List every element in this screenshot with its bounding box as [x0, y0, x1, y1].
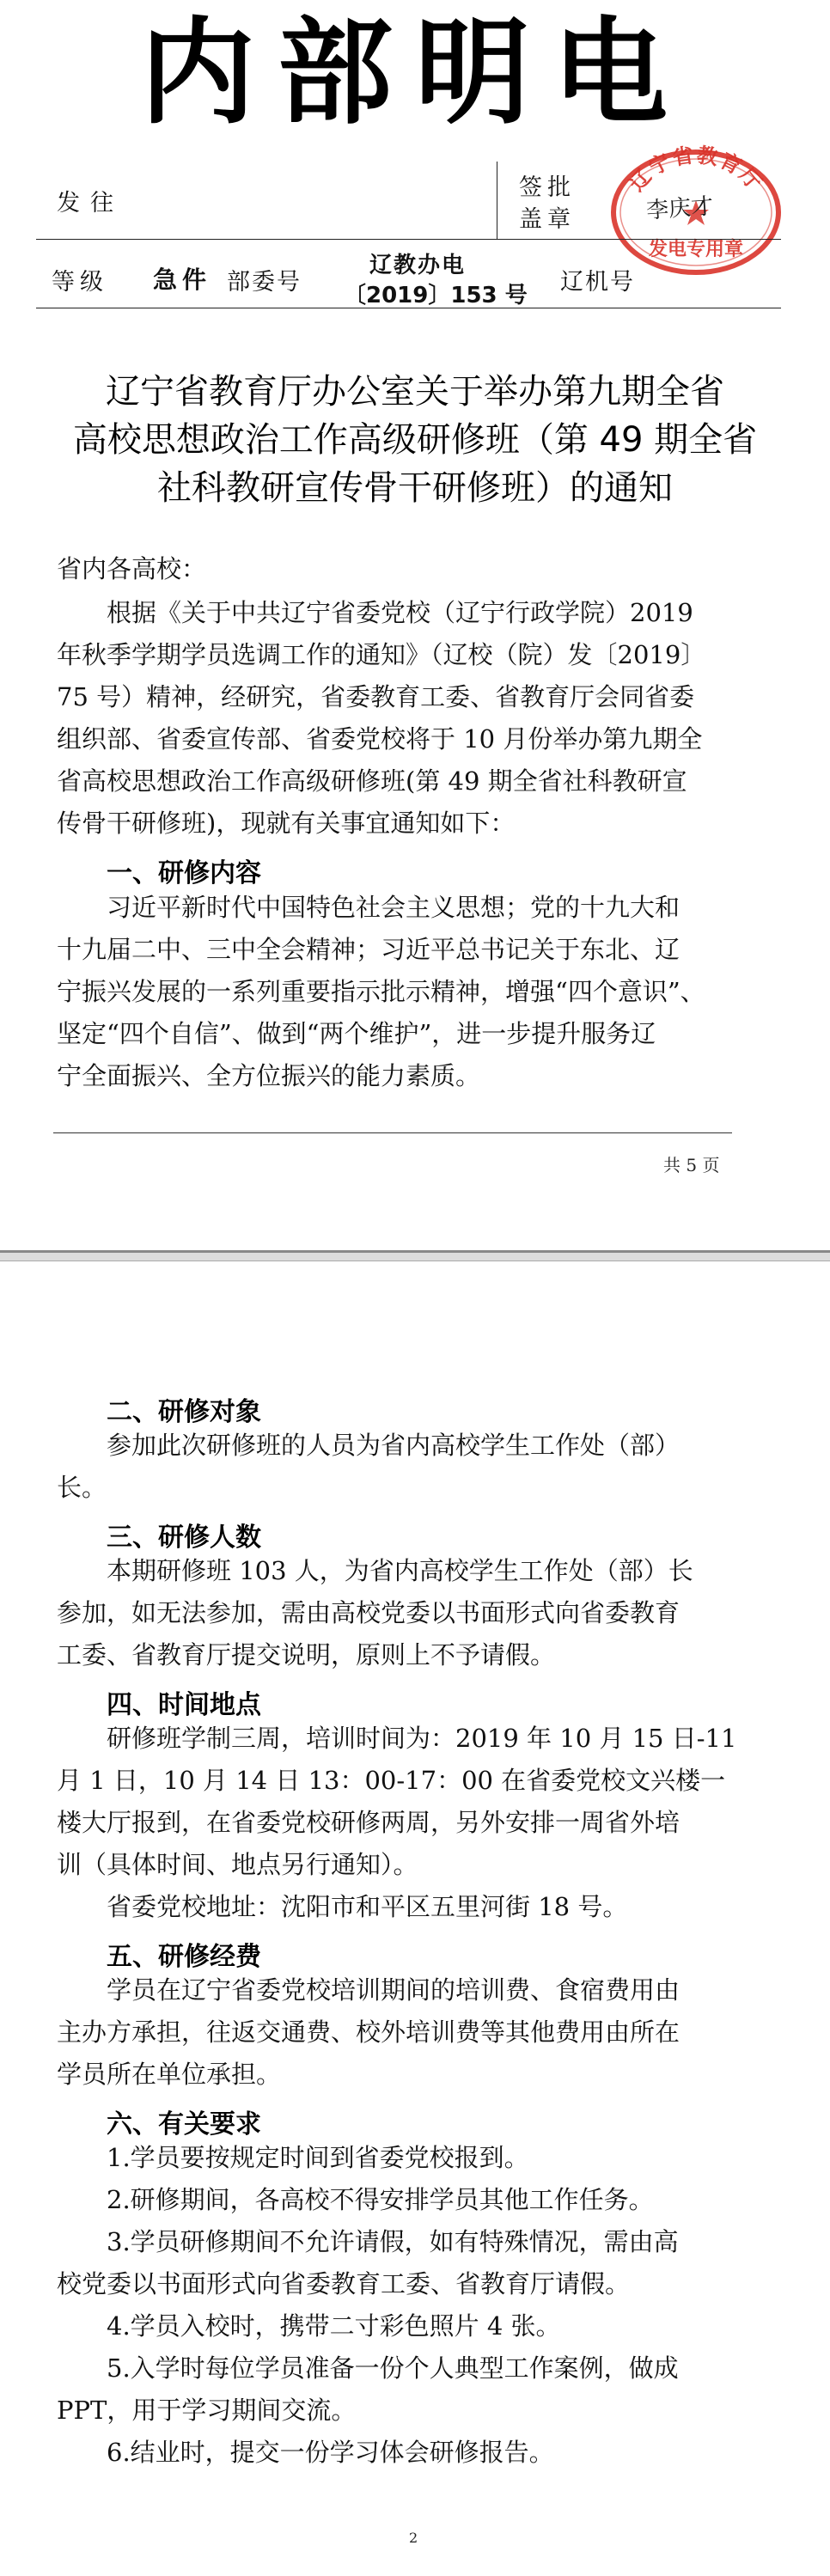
body-line: 年秋季学期学员选调工作的通知》（辽校（院）发〔2019〕 — [57, 640, 706, 669]
body-line: 工委、省教育厅提交说明，原则上不予请假。 — [57, 1640, 556, 1670]
body-line: 学员所在单位承担。 — [57, 2060, 282, 2089]
body-line: 省高校思想政治工作高级研修班(第 49 期全省社科教研宣 — [57, 766, 687, 796]
body-line: 长。 — [57, 1473, 107, 1502]
body-line: 根据《关于中共辽宁省委党校（辽宁行政学院）2019 — [107, 598, 693, 627]
body-line: PPT，用于学习期间交流。 — [57, 2396, 357, 2425]
page-separator — [0, 1250, 830, 1261]
body-line: 习近平新时代中国特色社会主义思想；党的十九大和 — [107, 893, 680, 922]
seal-label: 盖章 — [519, 206, 576, 233]
body-line: 6.结业时，提交一份学习体会研修报告。 — [107, 2438, 554, 2467]
section-heading: 一、研修内容 — [107, 858, 261, 888]
body-line: 参加此次研修班的人员为省内高校学生工作处（部） — [107, 1431, 680, 1460]
document-title-line-3: 社科教研宣传骨干研修班）的通知 — [157, 468, 673, 508]
page-number: 2 — [409, 2530, 418, 2546]
document-title-line-1: 辽宁省教育厅办公室关于举办第九期全省 — [106, 372, 724, 412]
grade-value: 急件 — [153, 266, 212, 294]
body-line: 楼大厅报到，在省委党校研修两周，另外安排一周省外培 — [57, 1808, 680, 1837]
document-title-line-2: 高校思想政治工作高级研修班（第 49 期全省 — [72, 420, 758, 460]
body-line: 训（具体时间、地点另行通知）。 — [57, 1850, 418, 1879]
body-line: 主办方承担，往返交通费、校外培训费等其他费用由所在 — [57, 2017, 680, 2047]
body-line: 参加，如无法参加，需由高校党委以书面形式向省委教育 — [57, 1598, 680, 1627]
section-heading: 三、研修人数 — [107, 1523, 261, 1553]
body-line: 十九届二中、三中全会精神；习近平总书记关于东北、辽 — [57, 935, 680, 964]
body-line: 2.研修期间，各高校不得安排学员其他工作任务。 — [107, 2185, 654, 2214]
header-rule-top — [36, 239, 781, 240]
signer-signature: 李庆才 — [645, 193, 715, 224]
body-line: 5.入学时每位学员准备一份个人典型工作案例，做成 — [107, 2353, 679, 2383]
send-to-label: 发往 — [57, 190, 124, 217]
body-line: 75 号）精神，经研究，省委教育工委、省教育厅会同省委 — [57, 682, 695, 711]
body-line: 宁全面振兴、全方位振兴的能力素质。 — [57, 1061, 481, 1090]
page-count: 共 5 页 — [663, 1155, 720, 1175]
body-line: 校党委以书面形式向省委教育工委、省教育厅请假。 — [57, 2269, 631, 2298]
document-page-1 — [0, 0, 830, 1250]
section-heading: 六、有关要求 — [107, 2109, 261, 2140]
body-line: 3.学员研修期间不允许请假，如有特殊情况，需由高 — [107, 2227, 679, 2256]
salutation: 省内各高校： — [57, 554, 207, 583]
footer-rule — [53, 1132, 732, 1133]
section-heading: 五、研修经费 — [107, 1942, 261, 1972]
dept-number-label: 部委号 — [227, 269, 302, 296]
body-line: 学员在辽宁省委党校培训期间的培训费、食宿费用由 — [107, 1975, 680, 2005]
body-line: 坚定“四个自信”、做到“两个维护”，进一步提升服务辽 — [57, 1019, 656, 1048]
machine-number-label: 辽机号 — [560, 269, 635, 296]
body-line: 本期研修班 103 人，为省内高校学生工作处（部）长 — [107, 1556, 693, 1585]
body-line: 1.学员要按规定时间到省委党校报到。 — [107, 2143, 529, 2172]
seal-text: 发电专用章 — [648, 239, 744, 260]
seal-org-name: 辽宁省教育厅 — [624, 143, 768, 196]
body-line: 月 1 日，10 月 14 日 13：00-17：00 在省委党校文兴楼一 — [57, 1766, 726, 1795]
document-page-2 — [0, 1261, 830, 2576]
doc-number-line2: 〔2019〕153 号 — [344, 283, 528, 308]
doc-number-line1: 辽教办电 — [369, 253, 467, 278]
telegram-main-title: 内部明电 — [139, 6, 690, 140]
section-heading: 二、研修对象 — [107, 1397, 261, 1427]
section-heading: 四、时间地点 — [107, 1690, 261, 1720]
body-line: 省委党校地址：沈阳市和平区五里河街 18 号。 — [107, 1892, 628, 1921]
body-line: 组织部、省委宣传部、省委党校将于 10 月份举办第九期全 — [57, 724, 703, 754]
grade-label: 等级 — [52, 269, 108, 296]
body-line: 研修班学制三周，培训时间为：2019 年 10 月 15 日-11 — [107, 1724, 737, 1753]
sign-label: 签批 — [519, 174, 576, 201]
body-line: 传骨干研修班)，现就有关事宜通知如下： — [57, 809, 516, 838]
body-line: 4.学员入校时，携带二寸彩色照片 4 张。 — [107, 2311, 561, 2341]
body-line: 宁振兴发展的一系列重要指示批示精神，增强“四个意识”、 — [57, 977, 705, 1006]
